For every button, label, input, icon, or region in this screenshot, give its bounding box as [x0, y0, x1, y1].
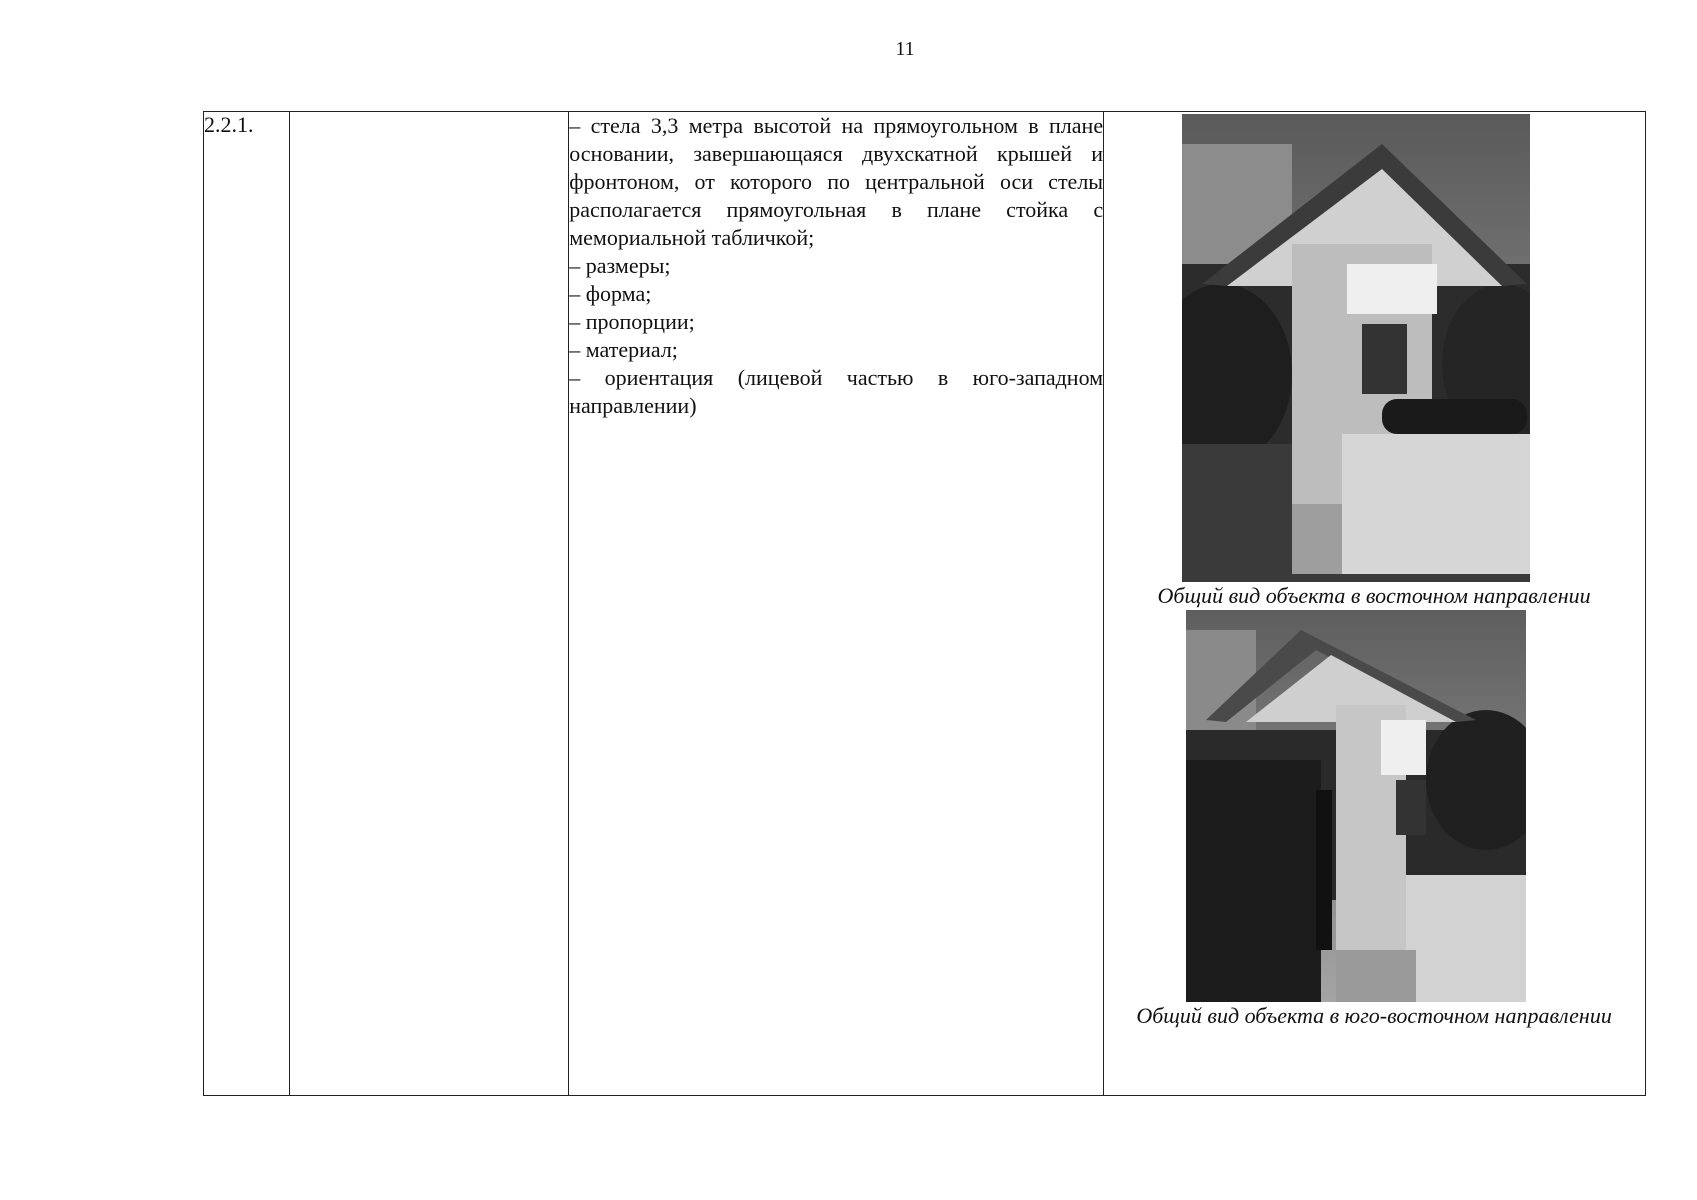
description-cell	[569, 112, 1104, 1096]
subject-list	[569, 252, 1103, 420]
list-item: – материал;	[569, 337, 678, 362]
monument-table	[203, 111, 1646, 1096]
table-row	[204, 112, 1646, 1096]
photo-caption: Общий вид объекта в восточном направлении	[1157, 583, 1591, 608]
photo-cell	[1104, 112, 1646, 1096]
list-item: – размеры;	[569, 253, 671, 278]
photo-southeast-view	[1186, 610, 1526, 1002]
description-intro: – стела 3,3 метра высотой на прямоугольном в плане основании, завершающаяся двухскатной крышей и фронтоном, от которого по центральной оси стелы располагается прямоугольная в плане стойка с мемориальной табличкой;	[569, 113, 1104, 250]
row-number: 2.2.1.	[204, 112, 290, 1096]
object-name-cell	[290, 112, 569, 1096]
photo-caption: Общий вид объекта в юго-восточном направлении	[1136, 1003, 1612, 1028]
list-item: – пропорции;	[569, 309, 695, 334]
list-item: – ориентация (лицевой частью в юго-западном направлении)	[569, 365, 1104, 418]
list-item: – форма;	[569, 281, 652, 306]
page-number: 11	[895, 38, 915, 60]
photo-east-view	[1182, 114, 1530, 582]
